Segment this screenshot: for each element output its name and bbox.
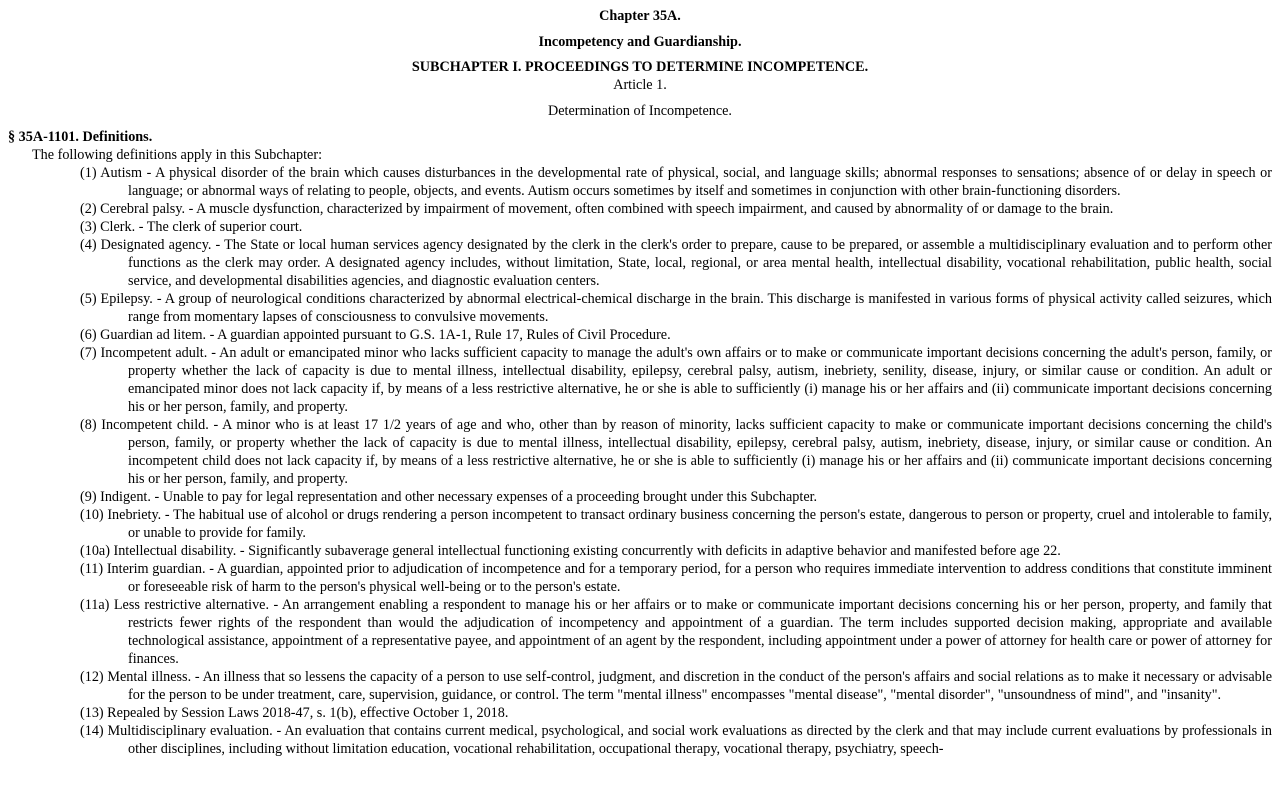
chapter-number: Chapter 35A. bbox=[599, 8, 681, 24]
definition-repealed-13: (13) Repealed by Session Laws 2018-47, s. 1(b), effective October 1, 2018. bbox=[80, 705, 509, 721]
section-intro: The following definitions apply in this Subchapter: bbox=[32, 147, 323, 163]
definition-epilepsy: (5) Epilepsy. - A group of neurological conditions characterized by abnormal electrical-chemical discharge in the brain. This discharge is manifested in various forms of physical activity called seizures, which range from momentary lapses of consciousness to convulsive movements. bbox=[80, 291, 1272, 325]
definitions-list bbox=[0, 164, 1280, 758]
definition-cerebral-palsy: (2) Cerebral palsy. - A muscle dysfunction, characterized by impairment of movement, often combined with speech impairment, and caused by abnormality of or damage to the brain. bbox=[80, 201, 1114, 217]
definition-multidisciplinary-evaluation: (14) Multidisciplinary evaluation. - An evaluation that contains current medical, psychological, and social work evaluations as directed by the clerk and that may include current evaluations by professionals in other disciplines, including without limitation education, vocational rehabilitation, occupational therapy, vocational therapy, psychiatry, speech- bbox=[80, 723, 1272, 757]
definition-interim-guardian: (11) Interim guardian. - A guardian, appointed prior to adjudication of incompetence and for a temporary period, for a person who requires immediate intervention to address conditions that constitute imminent or foreseeable risk of harm to the person's physical well-being or to the person's estate. bbox=[80, 561, 1272, 595]
definition-guardian-ad-litem: (6) Guardian ad litem. - A guardian appointed pursuant to G.S. 1A-1, Rule 17, Rules of Civil Procedure. bbox=[80, 327, 671, 343]
subchapter-title: SUBCHAPTER I. PROCEEDINGS TO DETERMINE INCOMPETENCE. bbox=[411, 59, 869, 75]
definition-incompetent-adult: (7) Incompetent adult. - An adult or emancipated minor who lacks sufficient capacity to manage the adult's own affairs or to make or communicate important decisions concerning the adult's person, family, or property whether the lack of capacity is due to mental illness, intellectual disability, epilepsy, cerebral palsy, autism, inebriety, senility, disease, injury, or similar cause or condition. An adult or emancipated minor does not lack capacity if, by means of a less restrictive alternative, he or she is able to sufficiently (i) manage his or her affairs and (ii) communicate important decisions concerning his or her person, family, and property. bbox=[80, 345, 1272, 415]
definition-mental-illness: (12) Mental illness. - An illness that so lessens the capacity of a person to use self-control, judgment, and discretion in the conduct of the person's affairs and social relations as to make it necessary or advisable for the person to be under treatment, care, supervision, guidance, or control. The term "mental illness" encompasses "mental disease", "mental disorder", "unsoundness of mind", and "insanity". bbox=[80, 669, 1272, 703]
definition-inebriety: (10) Inebriety. - The habitual use of alcohol or drugs rendering a person incompetent to transact ordinary business concerning the person's estate, dangerous to person or property, cruel and intolerable to family, or unable to provide for family. bbox=[80, 507, 1272, 541]
definition-autism: (1) Autism - A physical disorder of the brain which causes disturbances in the developmental rate of physical, social, and language skills; abnormal responses to sensations; absence of or delay in speech or language; or abnormal ways of relating to people, objects, and events. Autism occurs sometimes by itself and sometimes in conjunction with other brain-functioning disorders. bbox=[80, 165, 1272, 199]
chapter-header bbox=[0, 0, 1280, 120]
definition-incompetent-child: (8) Incompetent child. - A minor who is at least 17 1/2 years of age and who, other than by reason of minority, lacks sufficient capacity to make or communicate important decisions concerning the child's person, family, or property whether the lack of capacity is due to mental illness, intellectual disability, epilepsy, cerebral palsy, autism, inebriety, disease, injury, or similar cause or condition. An incompetent child does not lack capacity if, by means of a less restrictive alternative, he or she is able to sufficiently (i) manage his or her affairs and (ii) communicate important decisions concerning his or her person, family, and property. bbox=[80, 417, 1272, 487]
section-heading: § 35A-1101. Definitions. bbox=[8, 129, 153, 145]
article-number: Article 1. bbox=[613, 77, 667, 93]
definition-clerk: (3) Clerk. - The clerk of superior court. bbox=[80, 219, 303, 235]
definition-designated-agency: (4) Designated agency. - The State or local human services agency designated by the clerk in the clerk's order to prepare, cause to be prepared, or assemble a multidisciplinary evaluation and to perform other functions as the clerk may order. A designated agency includes, without limitation, State, local, regional, or area mental health, intellectual disability, vocational rehabilitation, public health, social service, and developmental disabilities agencies, and diagnostic evaluation centers. bbox=[80, 237, 1272, 289]
definition-intellectual-disability: (10a) Intellectual disability. - Significantly subaverage general intellectual functioning existing concurrently with deficits in adaptive behavior and manifested before age 22. bbox=[80, 543, 1061, 559]
article-title: Determination of Incompetence. bbox=[548, 103, 732, 119]
chapter-title: Incompetency and Guardianship. bbox=[538, 34, 742, 50]
definition-less-restrictive-alternative: (11a) Less restrictive alternative. - An arrangement enabling a respondent to manage his or her affairs or to make or communicate important decisions concerning his or her person, property, and family that restricts fewer rights of the respondent than would the adjudication of incompetency and appointment of a guardian. The term includes supported decision making, appropriate and available technological assistance, appointment of a representative payee, and appointment of an agent by the respondent, including appointment under a power of attorney for health care or power of attorney for finances. bbox=[80, 597, 1272, 667]
definition-indigent: (9) Indigent. - Unable to pay for legal representation and other necessary expenses of a proceeding brought under this Subchapter. bbox=[80, 489, 818, 505]
